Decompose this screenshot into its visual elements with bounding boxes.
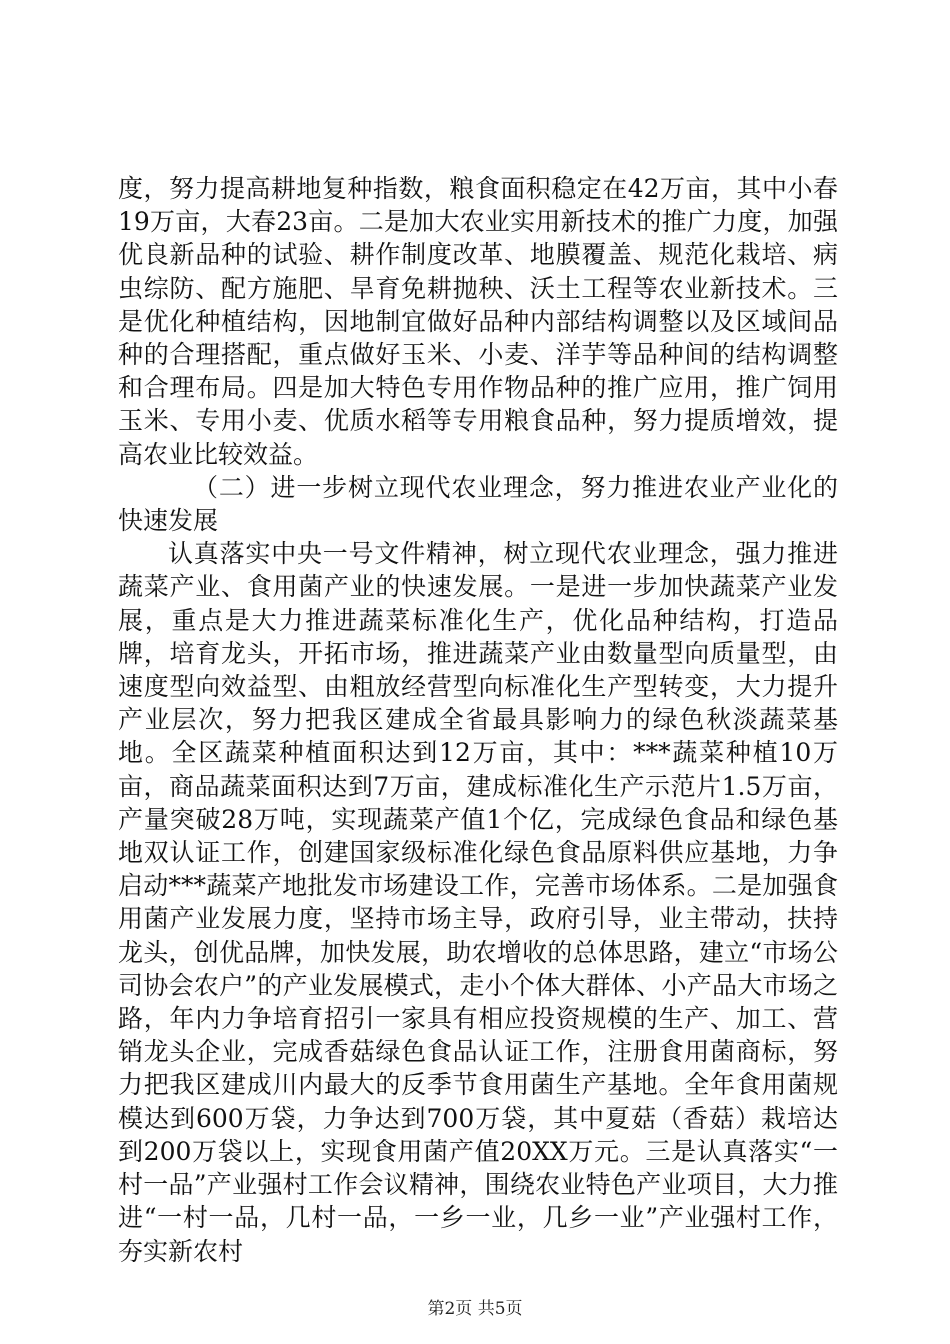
paragraph-continued: 度，努力提高耕地复种指数，粮食面积稳定在42万亩，其中小春19万亩，大春23亩。二是加大农业实用新技术的推广力度，加强优良新品种的试验、耕作制度改革、地膜覆盖、规范化栽培、病虫综防、配方施肥、旱育免耕抛秧、沃土工程等农业新技术。三是优化种植结构，因地制宜做好品种内部结构调整以及区域间品种的合理搭配，重点做好玉米、小麦、洋芋等品种间的结构调整和合理布局。四是加大特色专用作物品种的推广应用，推广饲用玉米、专用小麦、优质水稻等专用粮食品种，努力提质增效，提高农业比较效益。	[118, 174, 838, 469]
page-footer: 第2页 共5页	[427, 1299, 523, 1319]
paragraph: 认真落实中央一号文件精神，树立现代农业理念，强力推进蔬菜产业、食用菌产业的快速发展。一是进一步加快蔬菜产业发展，重点是大力推进蔬菜标准化生产，优化品种结构，打造品牌，培育龙头，开拓市场，推进蔬菜产业由数量型向质量型，由速度型向效益型、由粗放经营型向标准化生产型转变，大力提升产业层次，努力把我区建成全省最具影响力的绿色秋淡蔬菜基地。全区蔬菜种植面积达到12万亩，其中：***蔬菜种植10万亩，商品蔬菜面积达到7万亩，建成标准化生产示范片1.5万亩，产量突破28万吨，实现蔬菜产值1个亿，完成绿色食品和绿色基地双认证工作，创建国家级标准化绿色食品原料供应基地，力争启动***蔬菜产地批发市场建设工作，完善市场体系。二是加强食用菌产业发展力度，坚持市场主导，政府引导，业主带动，扶持龙头，创优品牌，加快发展，助农增收的总体思路，建立“市场公司协会农户”的产业发展模式，走小个体大群体、小产品大市场之路，年内力争培育招引一家具有相应投资规模的生产、加工、营销龙头企业，完成香菇绿色食品认证工作，注册食用菌商标，努力把我区建成川内最大的反季节食用菌生产基地。全年食用菌规模达到600万袋，力争达到700万袋，其中夏菇（香菇）栽培达到200万袋以上，实现食用菌产值20XX万元。三是认真落实“一村一品”产业强村工作会议精神，围绕农业特色产业项目，大力推进“一村一品，几村一品，一乡一业，几乡一业”产业强村工作，夯实新农村	[118, 539, 838, 1266]
document-body	[118, 172, 838, 1268]
section-heading: （二）进一步树立现代农业理念，努力推进农业产业化的快速发展	[118, 472, 838, 536]
